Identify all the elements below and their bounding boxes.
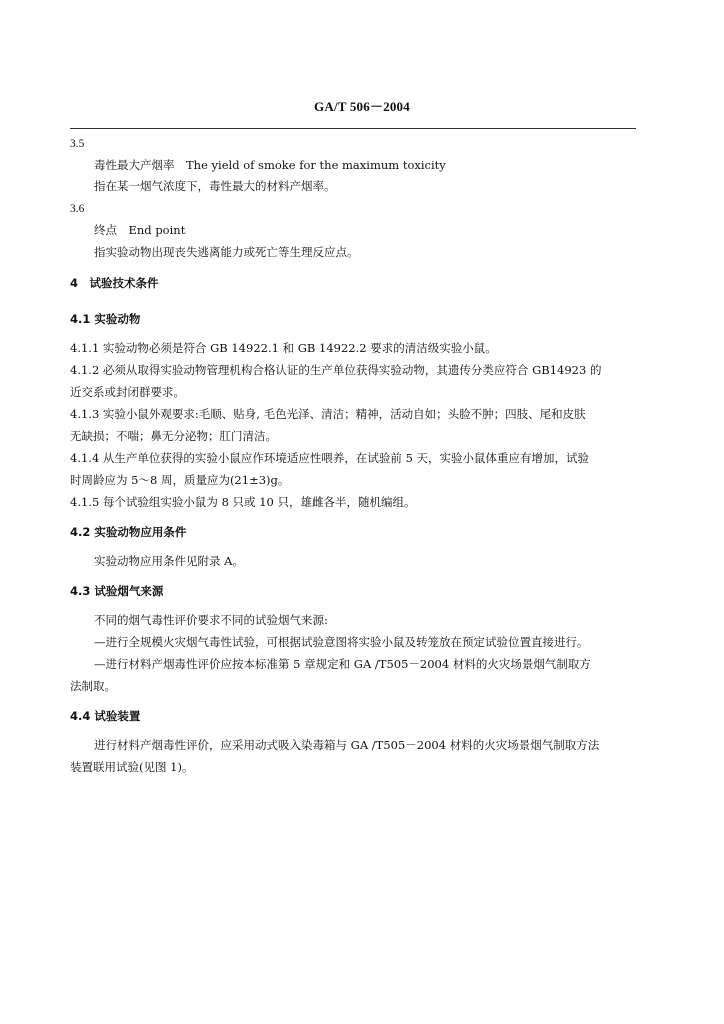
clause-3-6-term: 终点 End point (94, 223, 186, 237)
header-rule (70, 128, 636, 129)
clause-3-5-definition: 指在某一烟气浓度下，毒性最大的材料产烟率。 (94, 179, 336, 193)
paragraph-4-1-3-line1: 4.1.3 实验小鼠外观要求:毛顺、贴身, 毛色光泽、清洁；精神，活动自如；头脸不肿；四肢、尾和皮肤 (70, 407, 586, 421)
paragraph-4-2: 实验动物应用条件见附录 A。 (94, 554, 244, 568)
paragraph-4-3-dash-item-2-line1: —进行材料产烟毒性评价应按本标准第 5 章规定和 GA /T505－2004 材料的火灾场景烟气制取方 (94, 657, 591, 671)
clause-3-6-definition: 指实验动物出现丧失逃离能力或死亡等生理反应点。 (94, 245, 359, 259)
paragraph-4-4-line1: 进行材料产烟毒性评价，应采用动式吸入染毒箱与 GA /T505－2004 材料的火灾场景烟气制取方法 (94, 738, 600, 752)
document-code-header: GA/T 506－2004 (314, 99, 410, 114)
paragraph-4-1-1: 4.1.1 实验动物必须是符合 GB 14922.1 和 GB 14922.2 要求的清洁级实验小鼠。 (70, 341, 497, 355)
section-4-3-heading: 4.3 试验烟气来源 (70, 584, 164, 598)
paragraph-4-3-intro: 不同的烟气毒性评价要求不同的试验烟气来源: (94, 613, 328, 627)
section-4-heading: 4 试验技术条件 (70, 276, 159, 290)
paragraph-4-3-dash-item-1: —进行全规模火灾烟气毒性试验，可根据试验意图将实验小鼠及转笼放在预定试验位置直接进行。 (94, 635, 589, 649)
paragraph-4-1-2-line1: 4.1.2 必须从取得实验动物管理机构合格认证的生产单位获得实验动物，其遗传分类应符合 GB14923 的 (70, 363, 602, 377)
paragraph-4-3-dash-item-2-line2: 法制取。 (70, 679, 116, 693)
section-4-4-heading: 4.4 试验装置 (70, 709, 141, 723)
paragraph-4-1-2-line2: 近交系或封闭群要求。 (70, 385, 185, 399)
clause-3-5-number: 3.5 (70, 138, 85, 150)
section-4-2-heading: 4.2 实验动物应用条件 (70, 525, 187, 539)
paragraph-4-4-line2: 装置联用试验(见图 1)。 (70, 760, 194, 774)
paragraph-4-1-5: 4.1.5 每个试验组实验小鼠为 8 只或 10 只，雄雌各半，随机编组。 (70, 495, 416, 509)
paragraph-4-1-3-line2: 无缺损；不喘；鼻无分泌物；肛门清洁。 (70, 429, 277, 443)
paragraph-4-1-4-line1: 4.1.4 从生产单位获得的实验小鼠应作环境适应性喂养，在试验前 5 天，实验小鼠体重应有增加，试验 (70, 451, 590, 465)
clause-3-5-term: 毒性最大产烟率 The yield of smoke for the maximum toxicity (94, 158, 446, 172)
clause-3-6-number: 3.6 (70, 203, 85, 215)
section-4-1-heading: 4.1 实验动物 (70, 312, 141, 326)
paragraph-4-1-4-line2: 时周龄应为 5～8 周，质量应为(21±3)g。 (70, 473, 290, 487)
